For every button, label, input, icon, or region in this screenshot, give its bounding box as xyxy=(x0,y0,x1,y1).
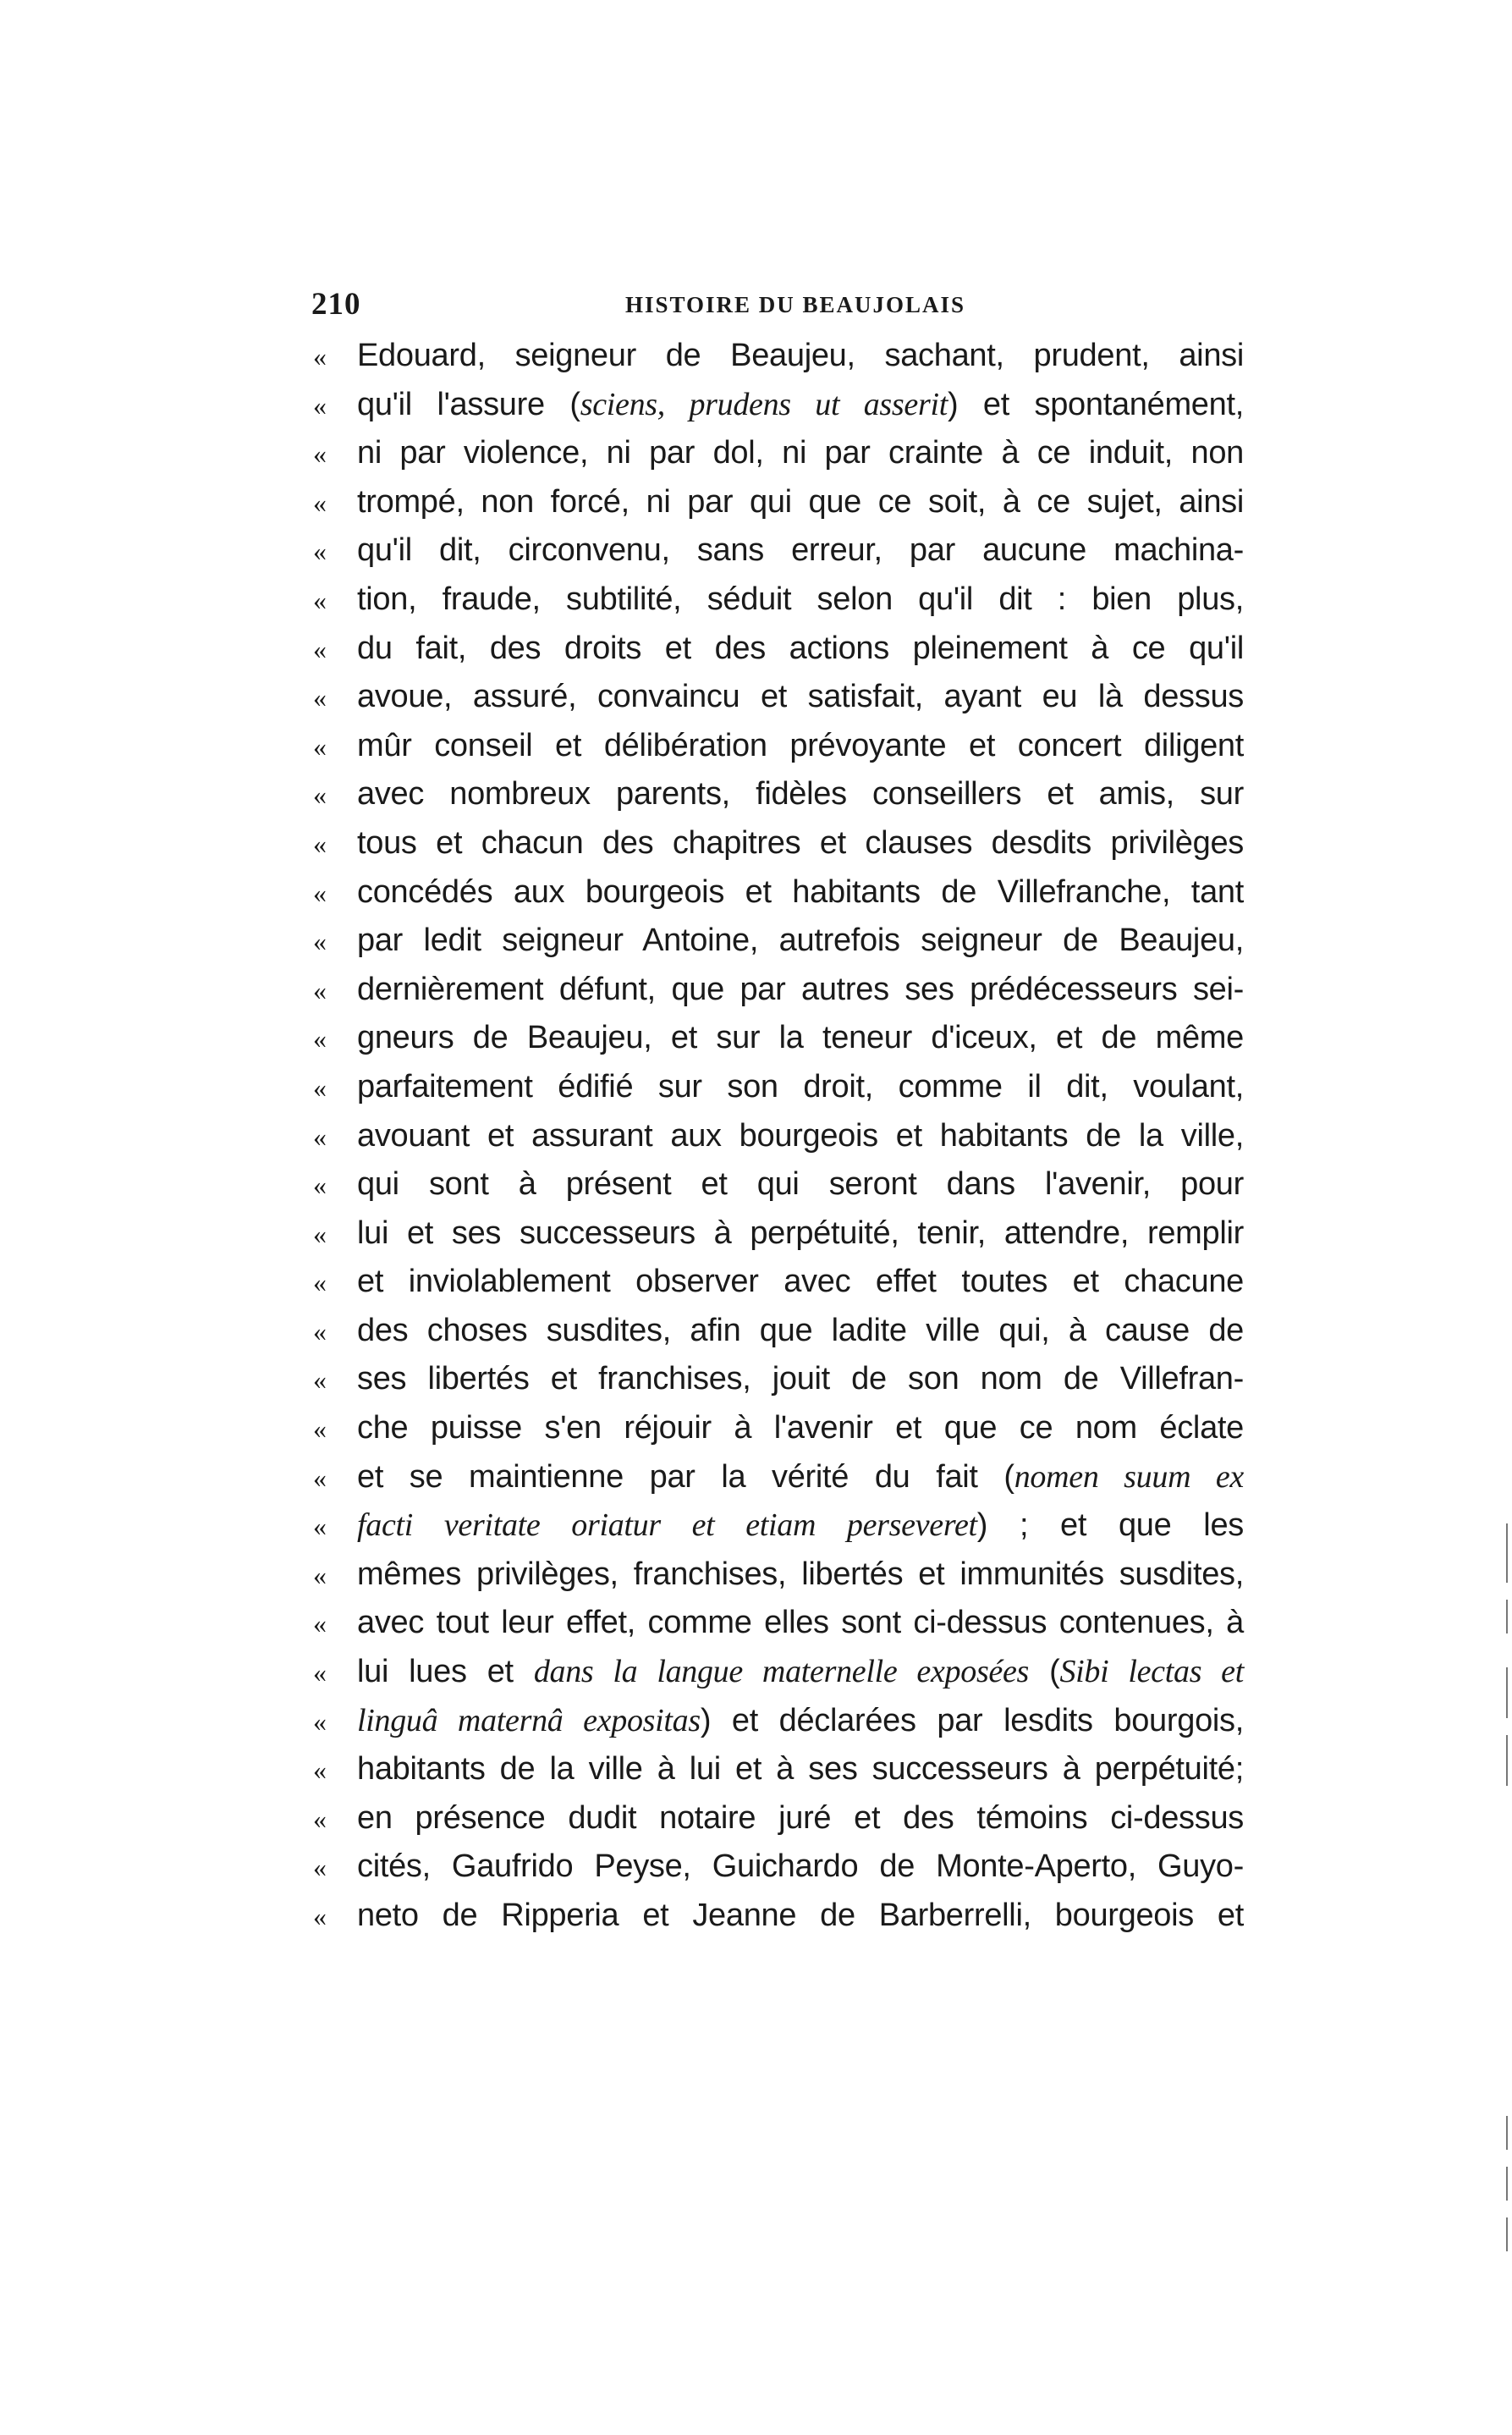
quote-mark: « xyxy=(313,1121,327,1152)
line-text: avoue, assuré, convaincu et satisfait, ayant eu là dessus xyxy=(357,679,1244,715)
text-line xyxy=(313,1307,1244,1356)
scan-edge-mark xyxy=(1506,1600,1508,1633)
line-text: facti veritate oriatur et etiam perseveret) ; et que les xyxy=(357,1507,1244,1544)
text-line xyxy=(313,1648,1244,1697)
line-text: trompé, non forcé, ni par qui que ce soit, à ce sujet, ainsi xyxy=(357,483,1244,520)
quote-mark: « xyxy=(313,682,327,713)
text-line xyxy=(313,917,1244,966)
text-line xyxy=(313,625,1244,674)
text-line xyxy=(313,576,1244,625)
quote-mark: « xyxy=(313,341,327,372)
quote-mark: « xyxy=(313,730,327,762)
scan-edge-mark xyxy=(1506,2217,1508,2251)
text-line xyxy=(313,1453,1244,1502)
scan-edge-mark xyxy=(1506,2167,1508,2201)
text-line xyxy=(313,1112,1244,1161)
line-text: qui sont à présent et qui seront dans l'avenir, pour xyxy=(357,1166,1244,1203)
line-text: qu'il l'assure (sciens, prudens ut asserit) et spontanément, xyxy=(357,386,1244,422)
quote-mark: « xyxy=(313,1852,327,1883)
text-line xyxy=(313,1551,1244,1600)
line-text: tion, fraude, subtilité, séduit selon qu'il dit : bien plus, xyxy=(357,581,1244,617)
text-line xyxy=(313,1892,1244,1941)
line-text: des choses susdites, afin que ladite ville qui, à cause de xyxy=(357,1312,1244,1348)
text-line xyxy=(313,1404,1244,1453)
text-line xyxy=(313,1160,1244,1209)
quote-mark: « xyxy=(313,1315,327,1347)
text-line xyxy=(313,819,1244,868)
line-text: che puisse s'en réjouir à l'avenir et que ce nom éclate xyxy=(357,1410,1244,1446)
line-text: en présence dudit notaire juré et des témoins ci-dessus xyxy=(357,1799,1244,1836)
quote-mark: « xyxy=(313,1218,327,1249)
line-text: avec nombreux parents, fidèles conseillers et amis, sur xyxy=(357,776,1244,813)
text-line xyxy=(313,1355,1244,1404)
quote-mark: « xyxy=(313,1462,327,1493)
line-text: concédés aux bourgeois et habitants de Villefranche, tant xyxy=(357,873,1244,910)
line-text: ni par violence, ni par dol, ni par crainte à ce induit, non xyxy=(357,435,1244,471)
line-text: et se maintienne par la vérité du fait (nomen suum ex xyxy=(357,1458,1244,1495)
line-text: avouant et assurant aux bourgeois et habitants de la ville, xyxy=(357,1117,1244,1154)
line-text: qu'il dit, circonvenu, sans erreur, par aucune machina- xyxy=(357,532,1244,569)
text-line xyxy=(313,429,1244,478)
line-text: parfaitement édifié sur son droit, comme il dit, voulant, xyxy=(357,1068,1244,1105)
line-text: avec tout leur effet, comme elles sont ci-dessus contenues, à xyxy=(357,1605,1244,1641)
text-line xyxy=(313,1599,1244,1648)
quote-mark: « xyxy=(313,828,327,859)
quote-mark: « xyxy=(313,1267,327,1298)
quote-mark: « xyxy=(313,1413,327,1445)
body-text xyxy=(313,332,1244,1941)
text-line xyxy=(313,332,1244,381)
quote-mark: « xyxy=(313,1170,327,1201)
text-line xyxy=(313,1014,1244,1063)
text-line xyxy=(313,966,1244,1015)
text-line xyxy=(313,1258,1244,1307)
quote-mark: « xyxy=(313,487,327,518)
line-text: tous et chacun des chapitres et clauses desdits privilèges xyxy=(357,824,1244,861)
text-line xyxy=(313,478,1244,527)
text-line xyxy=(313,770,1244,819)
scan-edge-mark xyxy=(1506,1735,1508,1786)
text-line xyxy=(313,1501,1244,1551)
line-text: lui lues et dans la langue maternelle exposées (Sibi lectas et xyxy=(357,1654,1244,1690)
quote-mark: « xyxy=(313,1364,327,1396)
line-text: Edouard, seigneur de Beaujeu, sachant, prudent, ainsi xyxy=(357,338,1244,373)
quote-mark: « xyxy=(313,1559,327,1590)
text-line xyxy=(313,1063,1244,1112)
quote-mark: « xyxy=(313,1705,327,1737)
quote-mark: « xyxy=(313,1608,327,1639)
quote-mark: « xyxy=(313,536,327,567)
quote-mark: « xyxy=(313,1072,327,1103)
quote-mark: « xyxy=(313,780,327,811)
line-text: cités, Gaufrido Peyse, Guichardo de Monte-Aperto, Guyo- xyxy=(357,1848,1244,1885)
line-text: ses libertés et franchises, jouit de son nom de Villefran- xyxy=(357,1361,1244,1397)
line-text: et inviolablement observer avec effet toutes et chacune xyxy=(357,1264,1244,1300)
scan-edge-mark xyxy=(1506,1667,1508,1718)
line-text: du fait, des droits et des actions pleinement à ce qu'il xyxy=(357,630,1244,666)
scan-edge-mark xyxy=(1506,1523,1508,1583)
text-line xyxy=(313,673,1244,722)
line-text: linguâ maternâ expositas) et déclarées par lesdits bourgois, xyxy=(357,1702,1244,1738)
quote-mark: « xyxy=(313,974,327,1005)
line-text: mûr conseil et délibération prévoyante et concert diligent xyxy=(357,727,1244,763)
quote-mark: « xyxy=(313,1755,327,1786)
text-line xyxy=(313,1697,1244,1746)
quote-mark: « xyxy=(313,1803,327,1834)
text-line xyxy=(313,1209,1244,1259)
quote-mark: « xyxy=(313,1657,327,1689)
text-line xyxy=(313,381,1244,430)
line-text: dernièrement défunt, que par autres ses prédécesseurs sei- xyxy=(357,971,1244,1007)
line-text: habitants de la ville à lui et à ses successeurs à perpétuité; xyxy=(357,1751,1244,1788)
text-line xyxy=(313,868,1244,917)
quote-mark: « xyxy=(313,438,327,470)
text-line xyxy=(313,1794,1244,1843)
page-number: 210 xyxy=(311,287,361,322)
line-text: mêmes privilèges, franchises, libertés et immunités susdites, xyxy=(357,1556,1244,1592)
line-text: gneurs de Beaujeu, et sur la teneur d'iceux, et de même xyxy=(357,1020,1244,1056)
scan-edge-mark xyxy=(1506,2116,1508,2150)
quote-mark: « xyxy=(313,1901,327,1931)
text-line xyxy=(313,1745,1244,1794)
text-line xyxy=(313,526,1244,576)
text-line xyxy=(313,722,1244,771)
quote-mark: « xyxy=(313,1511,327,1542)
line-text: lui et ses successeurs à perpétuité, tenir, attendre, remplir xyxy=(357,1215,1244,1251)
line-text: neto de Ripperia et Jeanne de Barberrelli, bourgeois et xyxy=(357,1898,1244,1933)
quote-mark: « xyxy=(313,389,327,421)
quote-mark: « xyxy=(313,584,327,615)
line-text: par ledit seigneur Antoine, autrefois seigneur de Beaujeu, xyxy=(357,923,1244,959)
text-line xyxy=(313,1843,1244,1892)
running-head: HISTOIRE DU BEAUJOLAIS xyxy=(624,292,966,317)
quote-mark: « xyxy=(313,926,327,957)
quote-mark: « xyxy=(313,633,327,664)
quote-mark: « xyxy=(313,877,327,908)
quote-mark: « xyxy=(313,1023,327,1055)
